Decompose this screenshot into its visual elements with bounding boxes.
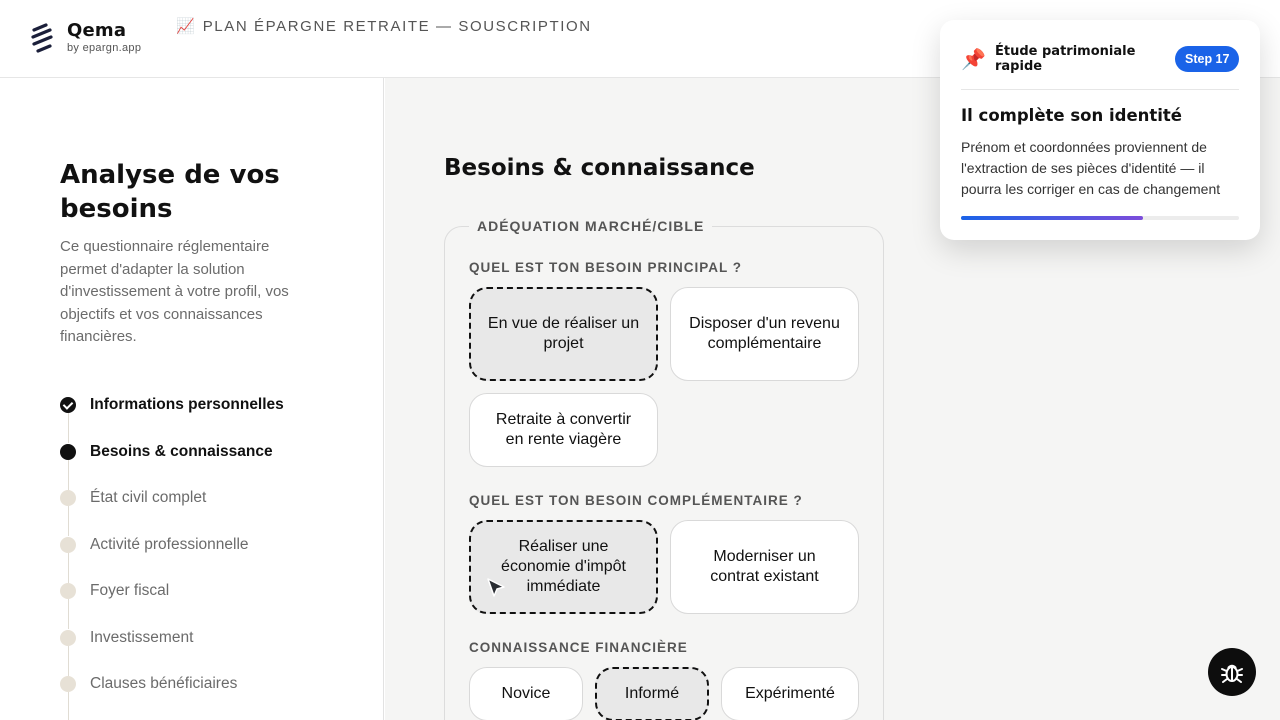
option-projet[interactable]: En vue de réaliser un projet: [469, 287, 658, 381]
option-informe[interactable]: Informé: [595, 667, 709, 720]
step-item-etat-civil[interactable]: [60, 487, 360, 534]
tour-heading: Étude patrimoniale rapide: [995, 44, 1136, 74]
brand-subtitle: by epargn.app: [67, 42, 142, 54]
option-economie-impot[interactable]: Réaliser une économie d'impôt immédiate: [469, 520, 658, 614]
option-revenu-complementaire[interactable]: Disposer d'un revenu complémentaire: [670, 287, 859, 381]
question-connaissance-label: CONNAISSANCE FINANCIÈRE: [469, 640, 688, 655]
fieldset-legend: ADÉQUATION MARCHÉ/CIBLE: [469, 218, 712, 234]
pending-step-dot-icon: [60, 583, 76, 599]
pending-step-dot-icon: [60, 537, 76, 553]
chart-emoji-icon: 📈: [176, 18, 195, 35]
step-label: Informations personnelles: [90, 396, 284, 413]
mouse-pointer-icon: [485, 576, 507, 600]
step-item-foyer-fiscal[interactable]: [60, 580, 360, 627]
sidebar-title: Analyse de vos besoins: [60, 160, 280, 224]
qema-logo-icon[interactable]: [30, 22, 54, 54]
brand-name: Qema: [67, 20, 127, 41]
option-novice[interactable]: Novice: [469, 667, 583, 720]
step-connector: [68, 553, 69, 583]
step-badge: Step 17: [1175, 46, 1239, 72]
pending-step-dot-icon: [60, 676, 76, 692]
step-label: Activité professionnelle: [90, 535, 249, 553]
check-icon: [60, 397, 76, 413]
tour-progress-track: [961, 216, 1239, 220]
pending-step-dot-icon: [60, 630, 76, 646]
tour-popover: [940, 20, 1260, 240]
fieldset-adequation: [444, 218, 884, 720]
stepper: [60, 394, 360, 720]
pending-step-dot-icon: [60, 490, 76, 506]
step-label: État civil complet: [90, 489, 207, 506]
option-experimente[interactable]: Expérimenté: [721, 667, 859, 720]
step-label: Clauses bénéficiaires: [90, 675, 238, 692]
sidebar-description: Ce questionnaire réglementaire permet d'adapter la solution d'investissement à votre profil, vos objectifs et vos connaissances financières.: [60, 238, 289, 345]
step-label: Investissement: [90, 628, 194, 646]
section-title: Besoins & connaissance: [444, 155, 755, 181]
step-connector: [68, 599, 69, 629]
tour-progress-fill: [961, 216, 1143, 220]
step-item-clauses-beneficiaires[interactable]: [60, 673, 360, 720]
divider: [961, 89, 1239, 90]
question-besoin-complementaire-label: QUEL EST TON BESOIN COMPLÉMENTAIRE ?: [469, 493, 803, 508]
step-item-informations-personnelles[interactable]: [60, 394, 360, 441]
question-besoin-principal-label: QUEL EST TON BESOIN PRINCIPAL ?: [469, 260, 743, 275]
step-label: Foyer fiscal: [90, 582, 170, 599]
pushpin-icon: 📌: [961, 49, 986, 71]
step-item-investissement[interactable]: [60, 627, 360, 674]
step-connector: [68, 646, 69, 676]
step-item-activite-professionnelle[interactable]: [60, 534, 360, 581]
step-item-besoins-connaissance[interactable]: [60, 441, 360, 488]
step-connector: [68, 692, 69, 720]
bug-icon: [1219, 659, 1245, 685]
tour-text: Prénom et coordonnées proviennent de l'extraction de ses pièces d'identité — il pourra les corriger en cas de changement: [961, 139, 1221, 197]
step-label: Besoins & connaissance: [90, 442, 273, 460]
step-connector: [68, 460, 69, 490]
option-moderniser-contrat[interactable]: Moderniser un contrat existant: [670, 520, 859, 614]
page-title-text: PLAN ÉPARGNE RETRAITE — SOUSCRIPTION: [202, 17, 592, 35]
step-connector: [68, 413, 69, 443]
sidebar: [0, 78, 384, 720]
option-rente-viagere[interactable]: Retraite à convertir en rente viagère: [469, 393, 658, 467]
step-connector: [68, 506, 69, 536]
tour-title: Il complète son identité: [961, 106, 1183, 125]
brand[interactable]: [67, 20, 141, 54]
page-title: [176, 17, 592, 35]
current-step-dot-icon: [60, 444, 76, 460]
bug-report-button[interactable]: [1208, 648, 1256, 696]
